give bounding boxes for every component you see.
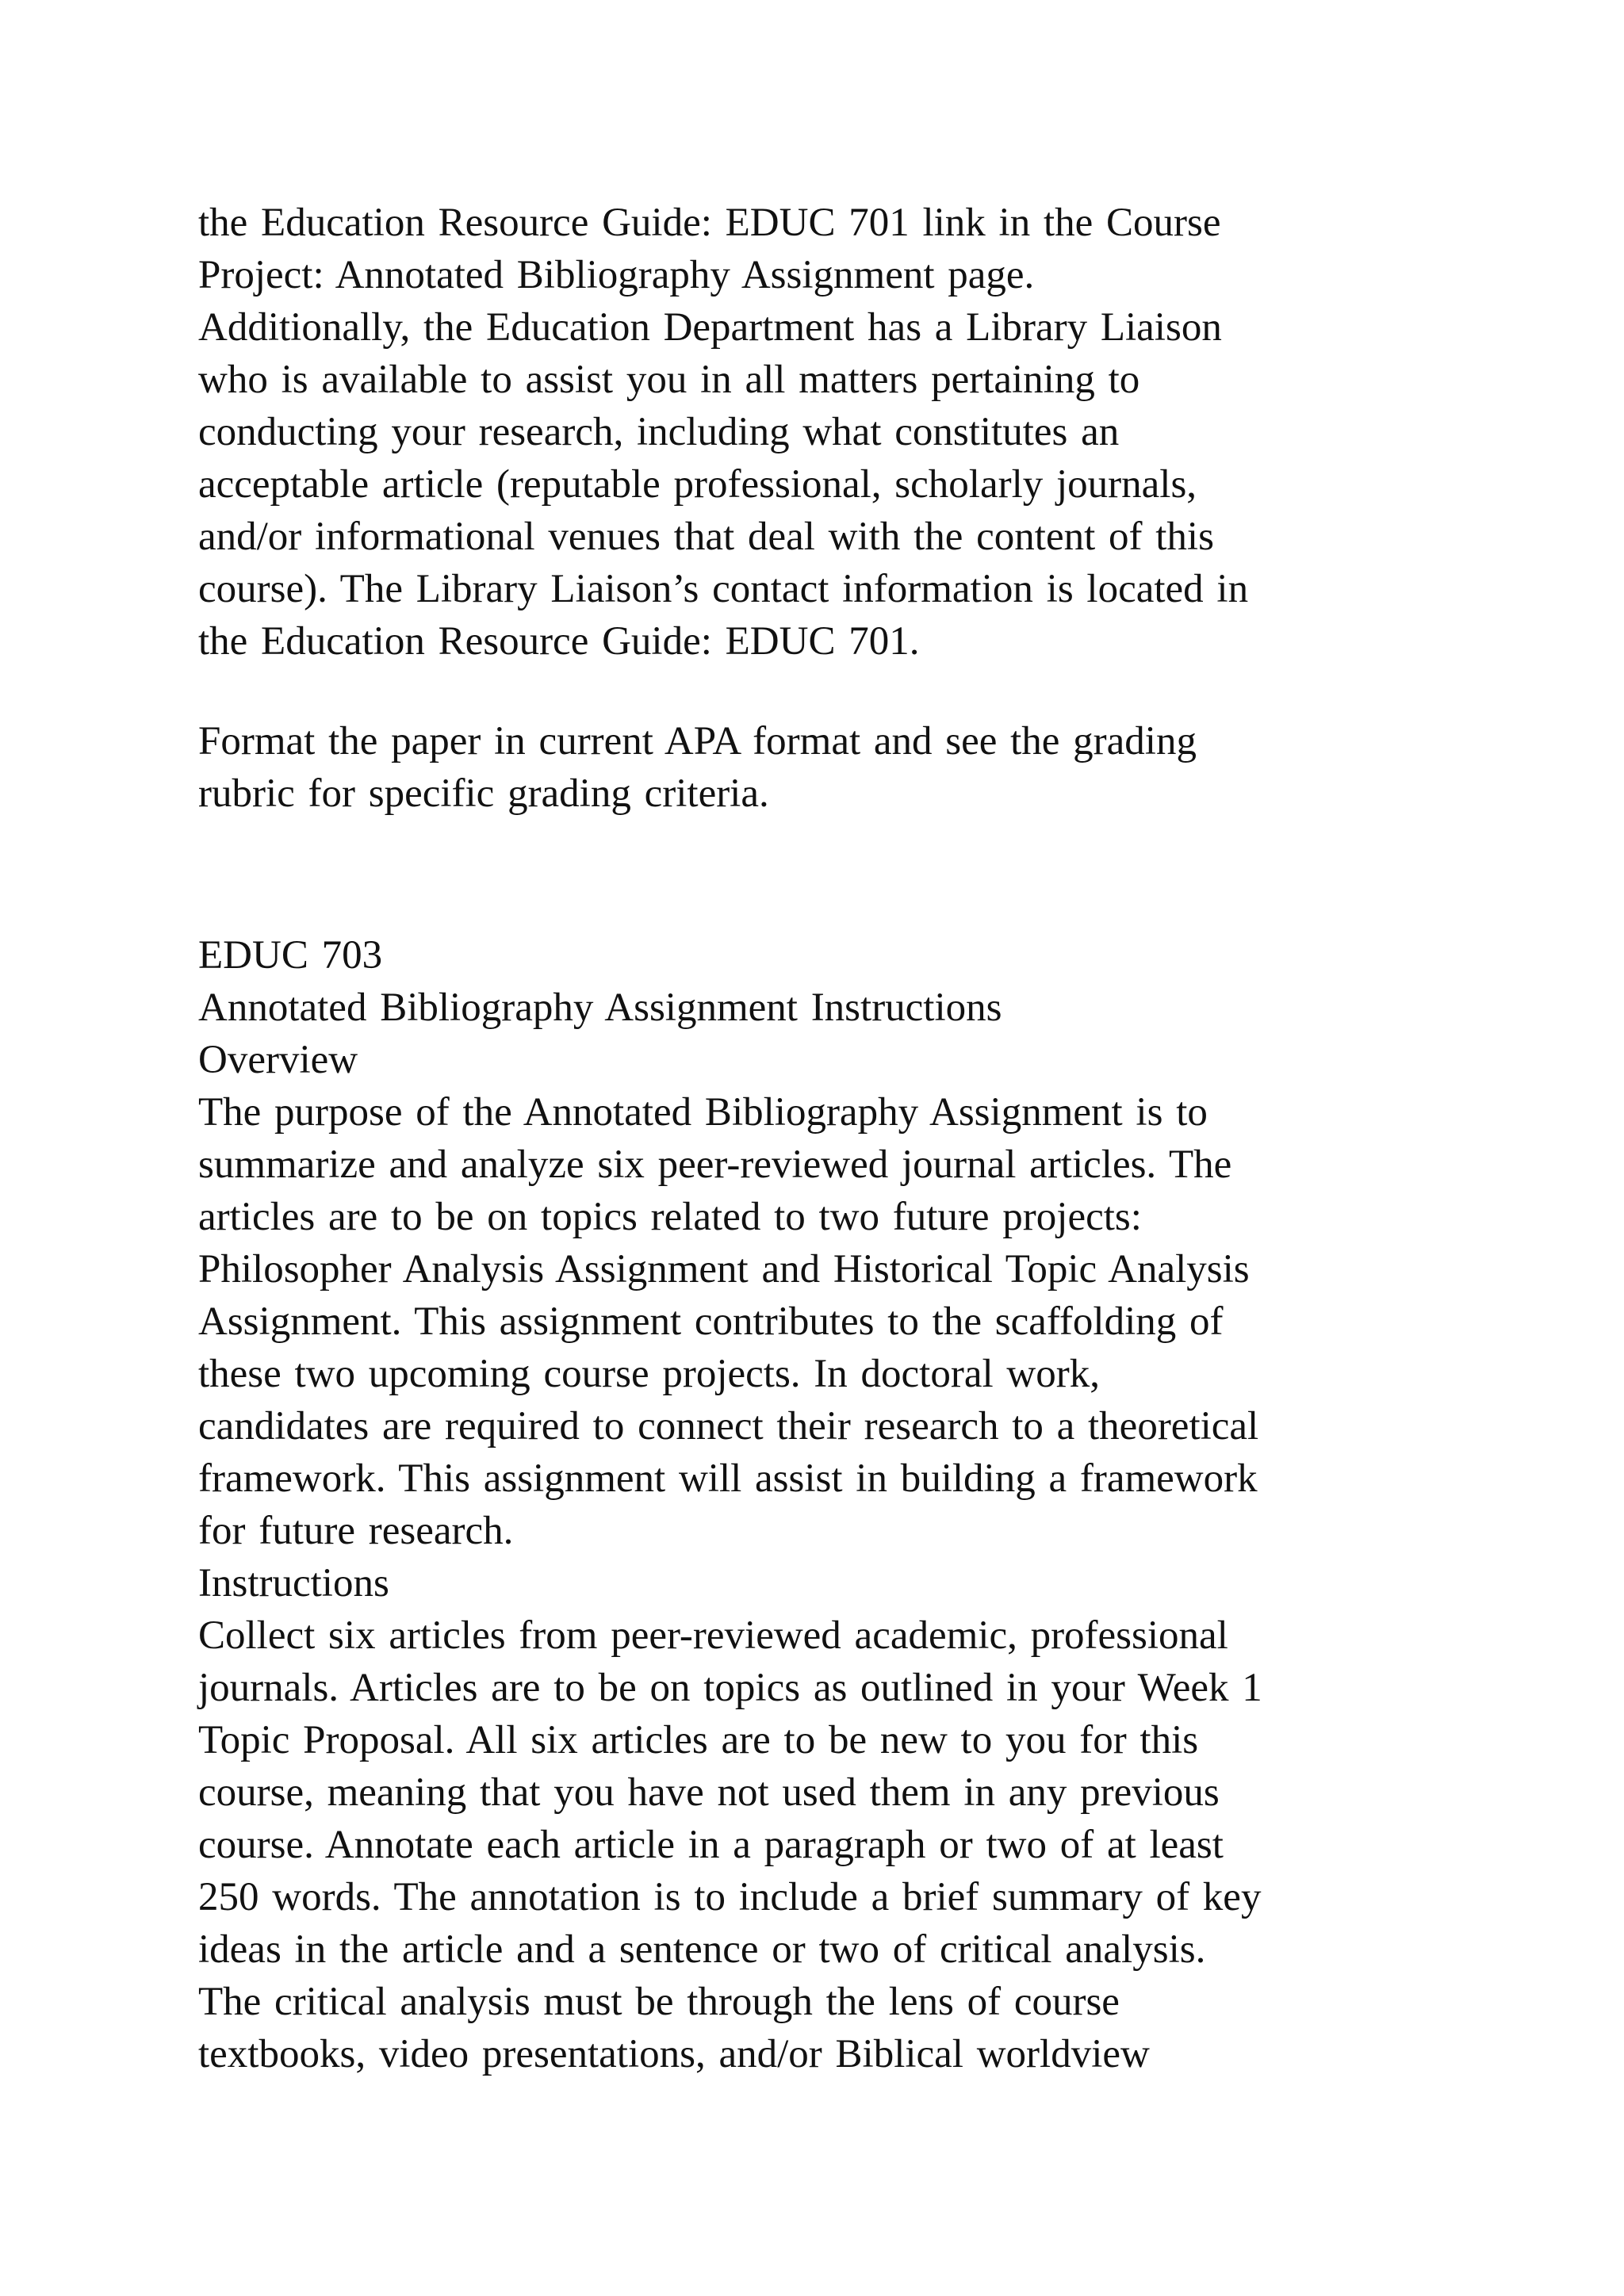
text-line: acceptable article (reputable professional, scholarly journals, <box>198 462 1197 507</box>
text-line: textbooks, video presentations, and/or Biblical worldview <box>198 2032 1150 2076</box>
course-code: EDUC 703 <box>198 933 383 978</box>
text-line: framework. This assignment will assist in building a framework <box>198 1456 1258 1501</box>
text-line: and/or informational venues that deal with the content of this <box>198 515 1214 559</box>
text-line: ideas in the article and a sentence or two of critical analysis. <box>198 1927 1206 1972</box>
instructions-heading: Instructions <box>198 1561 389 1605</box>
overview-heading: Overview <box>198 1038 358 1082</box>
text-line: journals. Articles are to be on topics as outlined in your Week 1 <box>198 1666 1262 1710</box>
text-line: these two upcoming course projects. In doctoral work, <box>198 1352 1100 1396</box>
text-line: the Education Resource Guide: EDUC 701 link in the Course <box>198 201 1221 245</box>
paragraph-resource-guide <box>198 197 1546 668</box>
text-line: conducting your research, including what constitutes an <box>198 410 1120 454</box>
text-line: course). The Library Liaison’s contact information is located in <box>198 567 1249 611</box>
text-line: Additionally, the Education Department has a Library Liaison <box>198 305 1222 350</box>
text-line: course, meaning that you have not used them in any previous <box>198 1770 1220 1815</box>
text-line: Project: Annotated Bibliography Assignment page. <box>198 253 1035 297</box>
text-line: Philosopher Analysis Assignment and Historical Topic Analysis <box>198 1247 1250 1292</box>
text-line: Topic Proposal. All six articles are to be new to you for this <box>198 1718 1199 1762</box>
assignment-header <box>198 929 1546 1086</box>
text-line: Assignment. This assignment contributes to the scaffolding of <box>198 1299 1224 1344</box>
text-line: Collect six articles from peer-reviewed academic, professional <box>198 1613 1228 1658</box>
text-line: summarize and analyze six peer-reviewed journal articles. The <box>198 1142 1232 1187</box>
text-line: Format the paper in current APA format and see the grading <box>198 719 1197 763</box>
document-title: Annotated Bibliography Assignment Instructions <box>198 985 1002 1030</box>
text-line: who is available to assist you in all matters pertaining to <box>198 358 1140 402</box>
text-line: 250 words. The annotation is to include a brief summary of key <box>198 1875 1262 1919</box>
instructions-section <box>198 1557 1546 2080</box>
text-line: for future research. <box>198 1509 514 1553</box>
text-line: rubric for specific grading criteria. <box>198 771 769 816</box>
text-line: the Education Resource Guide: EDUC 701. <box>198 619 920 664</box>
text-line: candidates are required to connect their research to a theoretical <box>198 1404 1259 1448</box>
text-line: course. Annotate each article in a paragraph or two of at least <box>198 1823 1224 1867</box>
text-line: The critical analysis must be through the lens of course <box>198 1980 1120 2024</box>
paragraph-apa-format <box>198 715 1546 820</box>
overview-section <box>198 1086 1546 1557</box>
text-line: The purpose of the Annotated Bibliography Assignment is to <box>198 1090 1208 1135</box>
text-line: articles are to be on topics related to two future projects: <box>198 1195 1142 1239</box>
